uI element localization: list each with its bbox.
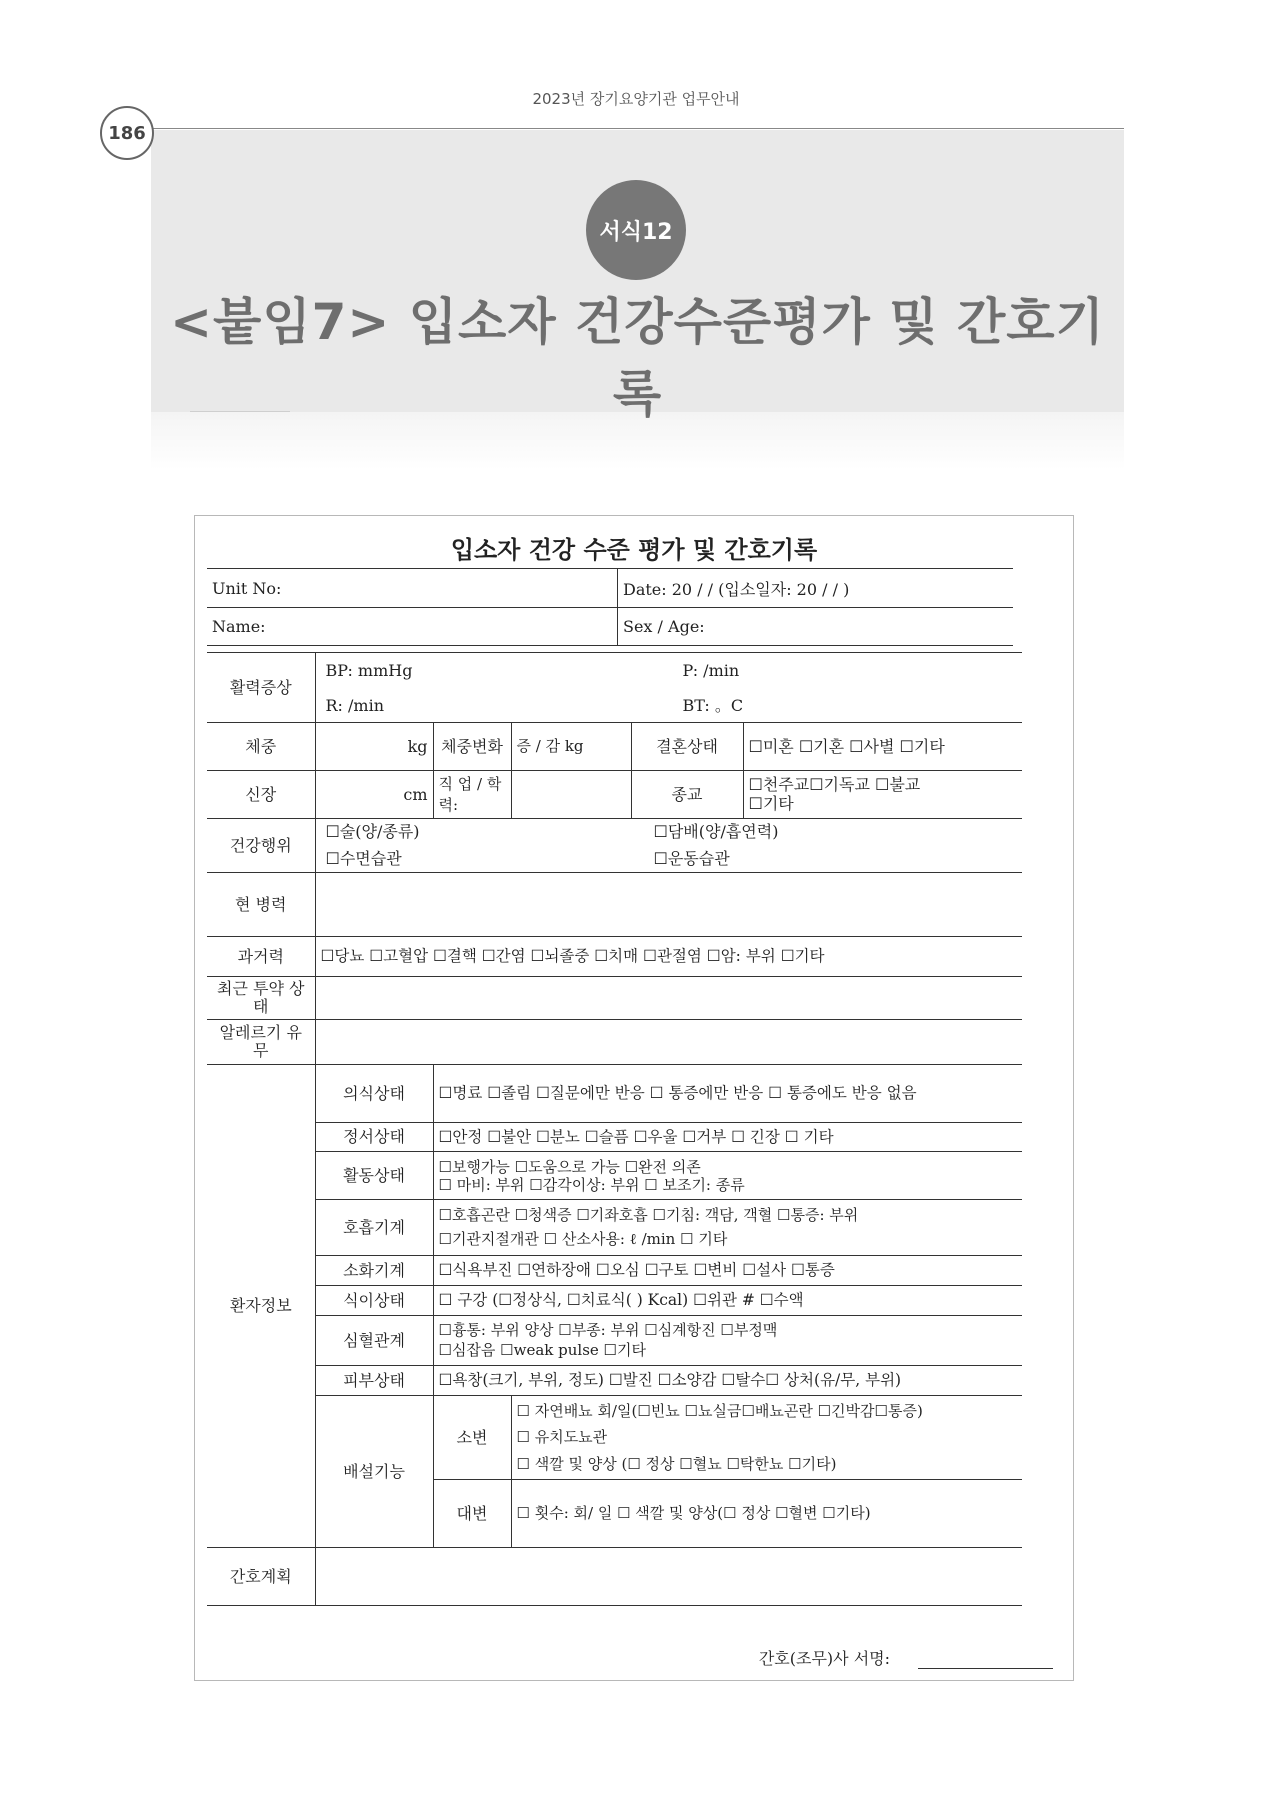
allergy-row [207, 1020, 1022, 1065]
vitals-row [207, 653, 1022, 723]
consciousness-label: 의식상태 [315, 1065, 433, 1123]
current-history-row [207, 873, 1022, 937]
digestive-options[interactable]: ☐식욕부진 ☐연하장애 ☐오심 ☐구토 ☐변비 ☐설사 ☐통증 [433, 1256, 1022, 1286]
signature-line[interactable] [918, 1668, 1053, 1669]
current-history-value[interactable] [315, 873, 1022, 937]
stool-options[interactable]: ☐ 횟수: 회/ 일 ☐ 색깔 및 양상(☐ 정상 ☐혈변 ☐기타) [511, 1480, 1022, 1548]
temperature-field[interactable]: BT: 。C [682, 696, 744, 715]
sleep-habit-checkbox[interactable]: ☐수면습관 [325, 849, 402, 868]
emotion-label: 정서상태 [315, 1123, 433, 1152]
smoking-checkbox[interactable]: ☐담배(양/흡연력) [653, 822, 779, 841]
cardiovascular-line-1[interactable]: ☐흉통: 부위 양상 ☐부종: 부위 ☐심계항진 ☐부정맥 [438, 1321, 778, 1339]
diet-label: 식이상태 [315, 1286, 433, 1316]
name-field[interactable]: Name: [207, 608, 618, 646]
page-header-text: 2023년 장기요양기관 업무안내 [532, 90, 740, 108]
form-title: 입소자 건강 수준 평가 및 간호기록 [450, 536, 818, 564]
weight-label: 체중 [207, 723, 315, 771]
height-label: 신장 [207, 771, 315, 819]
pulse-field[interactable]: P: /min [682, 661, 740, 680]
marital-options[interactable]: ☐미혼 ☐기혼 ☐사별 ☐기타 [743, 723, 1022, 771]
exercise-habit-checkbox[interactable]: ☐운동습관 [653, 849, 730, 868]
height-unit[interactable]: cm [315, 771, 433, 819]
page-number-badge: 186 [100, 106, 154, 160]
diet-options[interactable]: ☐ 구강 (☐정상식, ☐치료식( ) Kcal) ☐위관 # ☐수액 [433, 1286, 1022, 1316]
weight-change-label: 체중변화 [433, 723, 511, 771]
skin-label: 피부상태 [315, 1366, 433, 1396]
activity-line-2[interactable]: ☐ 마비: 부위 ☐감각이상: 부위 ☐ 보조기: 종류 [438, 1175, 745, 1194]
religion-options-1[interactable]: ☐천주교☐기독교 ☐불교 [748, 775, 921, 795]
page-title: <붙임7> 입소자 건강수준평가 및 간호기록 [170, 293, 1105, 423]
excretion-label: 배설기능 [315, 1396, 433, 1548]
cardiovascular-label: 심혈관계 [315, 1316, 433, 1366]
weight-unit[interactable]: kg [315, 723, 433, 771]
allergy-label: 알레르기 유무 [207, 1020, 315, 1065]
respiratory-line-2[interactable]: ☐기관지절개관 ☐ 산소사용: ℓ /min ☐ 기타 [438, 1229, 728, 1248]
current-history-label: 현 병력 [207, 873, 315, 937]
urine-label: 소변 [433, 1396, 511, 1480]
vitals-label: 활력증상 [207, 653, 315, 723]
activity-row [207, 1152, 1022, 1200]
respiratory-row [207, 1200, 1022, 1256]
past-history-row [207, 937, 1022, 977]
respiratory-label: 호흡기계 [315, 1200, 433, 1256]
health-behavior-label: 건강행위 [207, 819, 315, 873]
emotion-options[interactable]: ☐안정 ☐불안 ☐분노 ☐슬픔 ☐우울 ☐거부 ☐ 긴장 ☐ 기타 [433, 1123, 1022, 1152]
skin-options[interactable]: ☐욕창(크기, 부위, 정도) ☐발진 ☐소양감 ☐탈수☐ 상처(유/무, 부위) [433, 1366, 1022, 1396]
date-field[interactable]: Date: 20 / / (입소일자: 20 / / ) [618, 569, 1014, 608]
job-education-label: 직 업 / 학력: [433, 771, 511, 819]
digestive-row [207, 1256, 1022, 1286]
recent-medication-value[interactable] [315, 977, 1022, 1020]
past-history-options[interactable]: ☐당뇨 ☐고혈압 ☐결핵 ☐간염 ☐뇌졸중 ☐치매 ☐관절염 ☐암: 부위 ☐기타 [315, 937, 1022, 977]
assessment-table [207, 652, 1022, 1606]
sex-age-field[interactable]: Sex / Age: [618, 608, 1014, 646]
unit-no-field[interactable]: Unit No: [207, 569, 618, 608]
past-history-label: 과거력 [207, 937, 315, 977]
stool-label: 대변 [433, 1480, 511, 1548]
health-behavior-row [207, 819, 1022, 873]
form-number-badge: 서식12 [586, 180, 686, 280]
weight-row [207, 723, 1022, 771]
skin-row [207, 1366, 1022, 1396]
nursing-plan-row [207, 1548, 1022, 1606]
religion-label: 종교 [631, 771, 743, 819]
allergy-value[interactable] [315, 1020, 1022, 1065]
nursing-plan-value[interactable] [315, 1548, 1022, 1606]
urine-row [207, 1396, 1022, 1480]
religion-options-2[interactable]: ☐기타 [748, 793, 794, 813]
recent-medication-row [207, 977, 1022, 1020]
nursing-plan-label: 간호계획 [207, 1548, 315, 1606]
marital-label: 결혼상태 [631, 723, 743, 771]
diet-row [207, 1286, 1022, 1316]
bp-field[interactable]: BP: mmHg [325, 661, 413, 680]
drinking-checkbox[interactable]: ☐술(양/종류) [325, 822, 420, 841]
respiratory-line-1[interactable]: ☐호흡곤란 ☐청색증 ☐기좌호흡 ☐기침: 객담, 객혈 ☐통증: 부위 [438, 1206, 859, 1225]
consciousness-options[interactable]: ☐명료 ☐졸림 ☐질문에만 반응 ☐ 통증에만 반응 ☐ 통증에도 반응 없음 [433, 1065, 1022, 1123]
respiration-field[interactable]: R: /min [325, 696, 385, 715]
activity-label: 활동상태 [315, 1152, 433, 1200]
urine-line-2[interactable]: ☐ 유치도뇨관 [516, 1428, 608, 1447]
weight-change-value[interactable]: 증 / 감 kg [511, 723, 631, 771]
signature-label: 간호(조무)사 서명: [758, 1649, 890, 1668]
header-line [150, 128, 1124, 129]
urine-line-1[interactable]: ☐ 자연배뇨 회/일(☐빈뇨 ☐뇨실금☐배뇨곤란 ☐긴박감☐통증) [516, 1402, 923, 1421]
job-education-value[interactable] [511, 771, 631, 819]
signature-area [759, 1646, 1053, 1669]
urine-line-3[interactable]: ☐ 색깔 및 양상 (☐ 정상 ☐혈뇨 ☐탁한뇨 ☐기타) [516, 1454, 837, 1473]
emotion-row [207, 1123, 1022, 1152]
patient-info-label: 환자정보 [207, 1065, 315, 1548]
patient-id-table [207, 568, 1013, 646]
recent-medication-label: 최근 투약 상태 [207, 977, 315, 1020]
height-row [207, 771, 1022, 819]
digestive-label: 소화기계 [315, 1256, 433, 1286]
nursing-record-form [194, 515, 1074, 1681]
activity-line-1[interactable]: ☐보행가능 ☐도움으로 가능 ☐완전 의존 [438, 1157, 701, 1176]
cardiovascular-row [207, 1316, 1022, 1366]
consciousness-row [207, 1065, 1022, 1123]
cardiovascular-line-2[interactable]: ☐심잡음 ☐weak pulse ☐기타 [438, 1340, 646, 1359]
